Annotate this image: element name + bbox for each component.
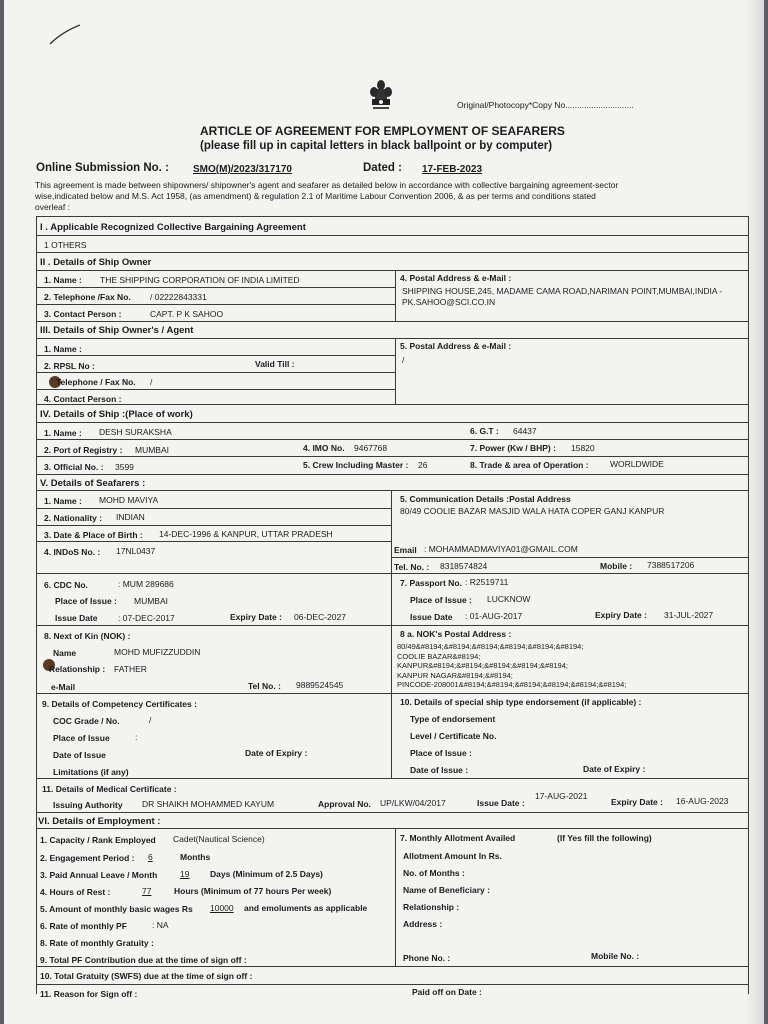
table-left-border [36,216,37,994]
section-3-title: III. Details of Ship Owner's / Agent [40,325,194,336]
medical-authority-label: Issuing Authority [53,800,123,810]
medical-authority: DR SHAIKH MOHAMMED KAYUM [142,799,275,809]
beneficiary-label: Name of Beneficiary : [403,885,490,895]
cdc-expiry-label: Expiry Date : [230,612,282,622]
telno-label: Tel. No. : [394,562,430,572]
cdc-issue-label: Issue Date [55,613,98,623]
sse-title: 10. Details of special ship type endorsement (if applicable) : [400,697,642,707]
table-right-border [748,216,749,994]
engagement-unit: Months [180,852,211,862]
wage-value: 10000 [210,903,234,913]
imo-value: 9467768 [354,443,388,453]
owner-name: THE SHIPPING CORPORATION OF INDIA LIMITED [100,275,300,285]
coc-expiry-label: Date of Expiry : [245,748,308,758]
gratuity-label: 8. Rate of monthly Gratuity : [40,938,154,948]
official-value: 3599 [115,462,134,472]
national-emblem-icon [366,78,396,114]
medical-expiry-label: Expiry Date : [611,797,663,807]
allotment-note: (If Yes fill the following) [557,833,652,843]
nationality-label: 2. Nationality : [44,513,103,523]
allotment-months-label: No. of Months : [403,868,465,878]
owner-email: PK.SAHOO@SCI.CO.IN [402,297,496,307]
passport-place-label: Place of Issue : [410,595,472,605]
port-label: 2. Port of Registry : [44,445,123,455]
total-pf-label: 9. Total PF Contribution due at the time of sign off : [40,955,247,965]
section-4-title: IV. Details of Ship :(Place of work) [40,409,193,420]
comm-label: 5. Communication Details :Postal Address [400,494,571,504]
medical-issue-label: Issue Date : [477,798,525,808]
nok-email-label: e-Mail [51,682,76,692]
ship-name: DESH SURAKSHA [99,427,172,437]
indos-value: 17NL0437 [116,546,156,556]
nok-name-label: Name [53,648,77,658]
medical-issue: 17-AUG-2021 [535,791,588,801]
cdc-place: MUMBAI [134,596,168,606]
trade-label: 8. Trade & area of Operation : [470,460,589,470]
wage-label: 5. Amount of monthly basic wages Rs [40,904,193,914]
nationality-value: INDIAN [116,512,145,522]
medical-title: 11. Details of Medical Certificate : [42,784,177,794]
rest-label: 4. Hours of Rest : [40,887,111,897]
cdc-place-label: Place of Issue : [55,596,117,606]
pf-label: 6. Rate of monthly PF [40,921,127,931]
official-label: 3. Official No. : [44,462,104,472]
section-6-title: VI. Details of Employment : [38,816,161,827]
cdc-value: : MUM 289686 [118,579,174,589]
allotment-label: 7. Monthly Allotment Availed [400,833,516,843]
dob-label: 3. Date & Place of Birth : [44,530,143,540]
seafarer-name-label: 1. Name : [44,496,82,506]
mobile-value: 7388517206 [647,560,695,570]
nok-tel-label: Tel No. : [248,681,281,691]
sse-level-label: Level / Certificate No. [410,731,497,741]
agent-contact-label: 4. Contact Person : [44,394,122,404]
nok-address-label: 8 a. NOK's Postal Address : [400,629,512,639]
passport-place: LUCKNOW [487,594,531,604]
intro-line-1: This agreement is made between shipowners/ shipowner's agent and seafarer as detailed below in accordance with collective bargaining agreement-sector [35,180,619,190]
power-label: 7. Power (Kw / BHP) : [470,443,556,453]
signoff-reason-label: 11. Reason for Sign off : [40,989,138,999]
section-1-title: I . Applicable Recognized Collective Bargaining Agreement [40,222,306,233]
valid-till-label: Valid Till : [255,359,295,369]
agent-tel: / [150,377,153,387]
agent-address-label: 5. Postal Address & e-Mail : [400,341,512,351]
dob-value: 14-DEC-1996 & KANPUR, UTTAR PRADESH [159,529,333,539]
nok-label: 8. Next of Kin (NOK) : [44,631,131,641]
comm-address: 80/49 COOLIE BAZAR MASJID WALA HATA COPER GANJ KANPUR [400,506,665,516]
email-value: : MOHAMMADMAVIYA01@GMAIL.COM [424,544,578,554]
coc-grade-label: COC Grade / No. [53,716,120,726]
gt-value: 64437 [513,426,537,436]
coc-date-label: Date of Issue [53,750,106,760]
passport-label: 7. Passport No. [400,578,462,588]
rest-value: 77 [142,886,152,896]
rest-unit: Hours (Minimum of 77 hours Per week) [174,886,332,896]
section-2-title: II . Details of Ship Owner [40,257,152,268]
crew-value: 26 [418,460,428,470]
power-value: 15820 [571,443,595,453]
sse-type-label: Type of endorsement [410,714,496,724]
total-gratuity-label: 10. Total Gratuity (SWFS) due at the time of sign off : [40,971,253,981]
coc-grade-value: / [149,715,152,725]
passport-expiry: 31-JUL-2027 [664,610,714,620]
leave-unit: Days (Minimum of 2.5 Days) [210,869,323,879]
owner-address: SHIPPING HOUSE,245, MADAME CAMA ROAD,NARIMAN POINT,MUMBAI,INDIA - [402,286,723,296]
beneficiary-address-label: Address : [403,919,443,929]
nok-address-line: KANPUR NAGAR&#8194;&#8194; [397,671,513,680]
cdc-expiry: 06-DEC-2027 [294,612,346,622]
copy-line: Original/Photocopy*Copy No............................. [457,100,634,110]
owner-contact-label: 3. Contact Person : [44,309,122,319]
sse-place-label: Place of Issue : [410,748,472,758]
medical-approval: UP/LKW/04/2017 [380,798,446,808]
intro-line-2: wise,indicated below and M.S. Act 1958, (as amendment) & regulation 2.1 of Maritime Labour Convention 2006, & as per terms and conditions stated [35,191,596,201]
submission-number: SMO(M)/2023/317170 [193,164,292,175]
owner-tel: / 02222843331 [150,292,207,302]
beneficiary-relationship-label: Relationship : [403,902,460,912]
allotment-amount-label: Allotment Amount In Rs. [403,851,502,861]
indos-label: 4. INDoS No. : [44,547,101,557]
cdc-label: 6. CDC No. [44,580,88,590]
nok-address-line: PINCODE-208001&#8194;&#8194;&#8194;&#8194;&#8194;&#8194; [397,680,627,689]
medical-expiry: 16-AUG-2023 [676,796,729,806]
pen-mark-icon [48,22,84,48]
capacity-value: Cadet(Nautical Science) [173,834,265,844]
agreement-form [4,0,764,1024]
gt-label: 6. G.T : [470,426,499,436]
cba-value: 1 OTHERS [44,240,87,250]
nok-address-line: KANPUR&#8194;&#8194;&#8194;&#8194;&#8194; [397,661,568,670]
coc-limitations-label: Limitations (if any) [53,767,129,777]
nok-name: MOHD MUFIZZUDDIN [114,647,201,657]
owner-address-label: 4. Postal Address & e-Mail : [400,273,512,283]
agent-tel-label: Telephone / Fax No. [56,377,136,387]
telno-value: 8318574824 [440,561,488,571]
owner-tel-label: 2. Telephone /Fax No. [44,292,131,302]
submission-label: Online Submission No. : [36,162,169,174]
ship-name-label: 1. Name : [44,428,82,438]
leave-value: 19 [180,869,190,879]
paid-off-label: Paid off on Date : [412,987,482,997]
cdc-issue: : 07-DEC-2017 [118,613,175,623]
beneficiary-mobile-label: Mobile No. : [591,951,640,961]
beneficiary-phone-label: Phone No. : [403,953,451,963]
coc-place-value: : [135,732,138,742]
capacity-label: 1. Capacity / Rank Employed [40,835,156,845]
section-5-title: V. Details of Seafarers : [40,478,146,489]
rpsl-label: 2. RPSL No : [44,361,95,371]
trade-value: WORLDWIDE [610,459,664,469]
passport-issue-label: Issue Date [410,612,453,622]
dated-label: Dated : [363,162,402,174]
dated-value: 17-FEB-2023 [422,164,483,175]
engagement-value: 6 [148,852,153,862]
passport-issue: : 01-AUG-2017 [465,611,523,621]
sse-expiry-label: Date of Expiry : [583,764,646,774]
mobile-label: Mobile : [600,561,633,571]
nok-address-line: COOLIE BAZAR&#8194; [397,652,481,661]
email-label: Email [394,545,417,555]
imo-label: 4. IMO No. [303,443,345,453]
engagement-label: 2. Engagement Period : [40,853,135,863]
passport-expiry-label: Expiry Date : [595,610,647,620]
agent-address: / [402,355,405,365]
medical-approval-label: Approval No. [318,799,371,809]
crew-label: 5. Crew Including Master : [303,460,409,470]
coc-title: 9. Details of Competency Certificates : [42,699,197,709]
port-value: MUMBAI [135,445,169,455]
owner-name-label: 1. Name : [44,275,82,285]
sse-date-label: Date of Issue : [410,765,469,775]
owner-contact: CAPT. P K SAHOO [150,309,224,319]
leave-label: 3. Paid Annual Leave / Month [40,870,158,880]
wage-unit: and emoluments as applicable [244,903,368,913]
agent-name-label: 1. Name : [44,344,82,354]
seafarer-name: MOHD MAVIYA [99,495,159,505]
form-title: ARTICLE OF AGREEMENT FOR EMPLOYMENT OF SEAFARERS [200,124,565,138]
intro-line-3: overleaf : [35,202,70,212]
coc-place-label: Place of Issue [53,733,110,743]
nok-relation-label: Relationship : [49,664,106,674]
passport-value: : R2519711 [465,577,509,587]
nok-relation: FATHER [114,664,147,674]
nok-address-line: 80/49&#8194;&#8194;&#8194;&#8194;&#8194;&#8194; [397,642,584,651]
pf-value: : NA [152,920,169,930]
form-subtitle: (please fill up in capital letters in black ballpoint or by computer) [200,140,553,152]
nok-tel: 9889524545 [296,680,344,690]
